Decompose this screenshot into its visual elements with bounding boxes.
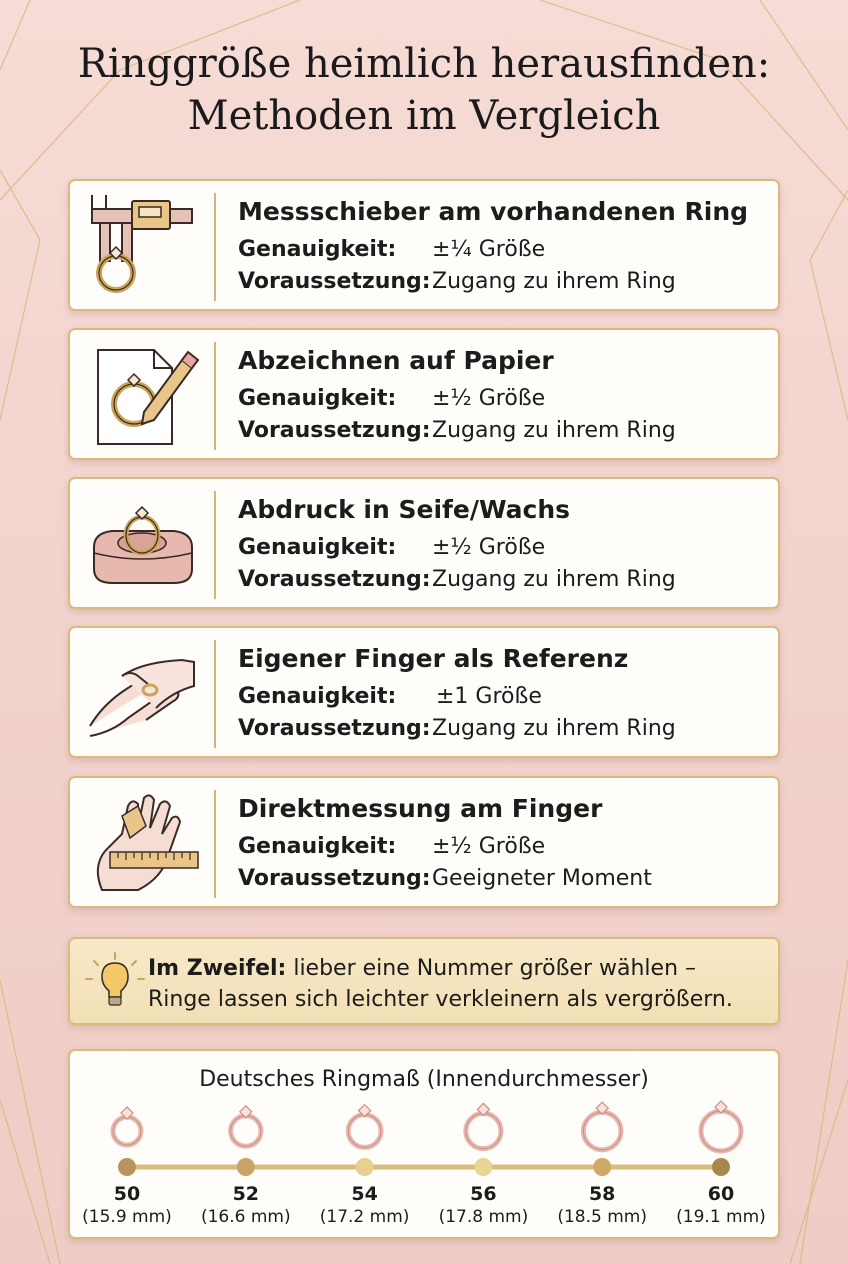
ring-size-diameter: (17.2 mm) <box>319 1207 410 1227</box>
card-divider <box>214 491 216 599</box>
method-title: Eigener Finger als Referenz <box>238 644 629 673</box>
page-title <box>0 38 848 142</box>
requirement-row <box>238 866 652 891</box>
hands-icon <box>82 636 202 750</box>
scale-dot <box>712 1158 730 1176</box>
tip-box <box>68 937 780 1025</box>
method-card-own-finger <box>68 626 780 758</box>
scale-dot <box>237 1158 255 1176</box>
accuracy-label: Genauigkeit: <box>238 535 397 560</box>
accuracy-value: ±½ Größe <box>432 386 546 411</box>
accuracy-row <box>238 684 542 709</box>
method-card-caliper <box>68 179 780 311</box>
method-title: Abzeichnen auf Papier <box>238 346 554 375</box>
ring-size-number: 54 <box>351 1183 378 1205</box>
card-divider <box>214 790 216 898</box>
requirement-row <box>238 567 676 592</box>
ring-size-icon <box>231 1106 261 1146</box>
requirement-label: Voraussetzung: <box>238 716 431 741</box>
tip-text: lieber eine Nummer größer wählen – <box>286 956 697 981</box>
scale-dot <box>356 1158 374 1176</box>
card-divider <box>214 640 216 748</box>
ring-size-number: 58 <box>588 1183 616 1205</box>
requirement-row <box>238 716 676 741</box>
accuracy-value: ±¼ Größe <box>432 237 546 262</box>
method-card-soap <box>68 477 780 609</box>
method-title: Abdruck in Seife/Wachs <box>238 495 571 524</box>
requirement-row <box>238 269 676 294</box>
accuracy-value: ±½ Größe <box>432 834 546 859</box>
soap-imprint-icon <box>82 487 202 601</box>
method-title: Direktmessung am Finger <box>238 794 603 823</box>
tip-line-1 <box>148 956 696 981</box>
ring-size-icon <box>466 1103 501 1148</box>
requirement-value: Zugang zu ihrem Ring <box>432 269 676 294</box>
scale-tick-label <box>547 1183 657 1227</box>
accuracy-label: Genauigkeit: <box>238 386 397 411</box>
requirement-value: Zugang zu ihrem Ring <box>432 716 676 741</box>
ring-size-icon <box>583 1102 621 1150</box>
scale-tick-label <box>72 1183 182 1227</box>
method-card-paper <box>68 328 780 460</box>
lightbulb-icon <box>84 951 146 1013</box>
title-line-1: Ringgröße heimlich herausfinden: <box>77 41 771 87</box>
requirement-row <box>238 418 676 443</box>
scale-track <box>70 1091 778 1181</box>
method-title: Messschieber am vorhandenen Ring <box>238 197 749 226</box>
ring-size-diameter: (15.9 mm) <box>82 1207 172 1227</box>
caliper-ring-icon <box>82 189 202 303</box>
ring-size-diameter: (18.5 mm) <box>557 1207 647 1227</box>
ring-size-icon <box>348 1105 381 1148</box>
title-line-2: Methoden im Vergleich <box>187 93 661 139</box>
accuracy-label: Genauigkeit: <box>238 834 397 859</box>
card-divider <box>214 342 216 450</box>
requirement-label: Voraussetzung: <box>238 866 431 891</box>
scale-tick-label <box>428 1183 538 1227</box>
tip-bold: Im Zweifel: <box>148 956 287 981</box>
requirement-value: Zugang zu ihrem Ring <box>432 567 676 592</box>
scale-tick-label <box>310 1183 420 1227</box>
accuracy-row <box>238 386 546 411</box>
requirement-value: Geeigneter Moment <box>432 866 652 891</box>
paper-pencil-icon <box>82 338 202 452</box>
accuracy-label: Genauigkeit: <box>238 237 397 262</box>
ring-size-number: 50 <box>113 1183 141 1205</box>
ring-size-icon <box>113 1107 141 1145</box>
requirement-label: Voraussetzung: <box>238 418 431 443</box>
ring-size-number: 52 <box>232 1183 260 1205</box>
card-divider <box>214 193 216 301</box>
ring-size-icon <box>701 1101 741 1151</box>
ring-size-number: 60 <box>707 1183 735 1205</box>
accuracy-row <box>238 237 546 262</box>
ring-size-diameter: (17.8 mm) <box>438 1207 529 1227</box>
accuracy-row <box>238 535 546 560</box>
scale-tick-label <box>191 1183 301 1227</box>
requirement-value: Zugang zu ihrem Ring <box>432 418 676 443</box>
hand-tape-icon <box>82 786 202 900</box>
accuracy-label: Genauigkeit: <box>238 684 397 709</box>
scale-dot <box>118 1158 136 1176</box>
ring-size-diameter: (19.1 mm) <box>676 1207 766 1227</box>
accuracy-value: ±½ Größe <box>432 535 546 560</box>
accuracy-row <box>238 834 546 859</box>
requirement-label: Voraussetzung: <box>238 567 431 592</box>
scale-title: Deutsches Ringmaß (Innendurchmesser) <box>199 1067 649 1092</box>
scale-dot <box>474 1158 492 1176</box>
ring-size-scale <box>68 1049 780 1239</box>
requirement-label: Voraussetzung: <box>238 269 431 294</box>
tip-line-2: Ringe lassen sich leichter verkleinern als vergrößern. <box>148 987 733 1012</box>
ring-size-diameter: (16.6 mm) <box>200 1207 291 1227</box>
accuracy-value: ±1 Größe <box>436 684 542 709</box>
ring-size-number: 56 <box>470 1183 497 1205</box>
scale-tick-label <box>666 1183 776 1227</box>
method-card-direct <box>68 776 780 908</box>
scale-dot <box>593 1158 611 1176</box>
